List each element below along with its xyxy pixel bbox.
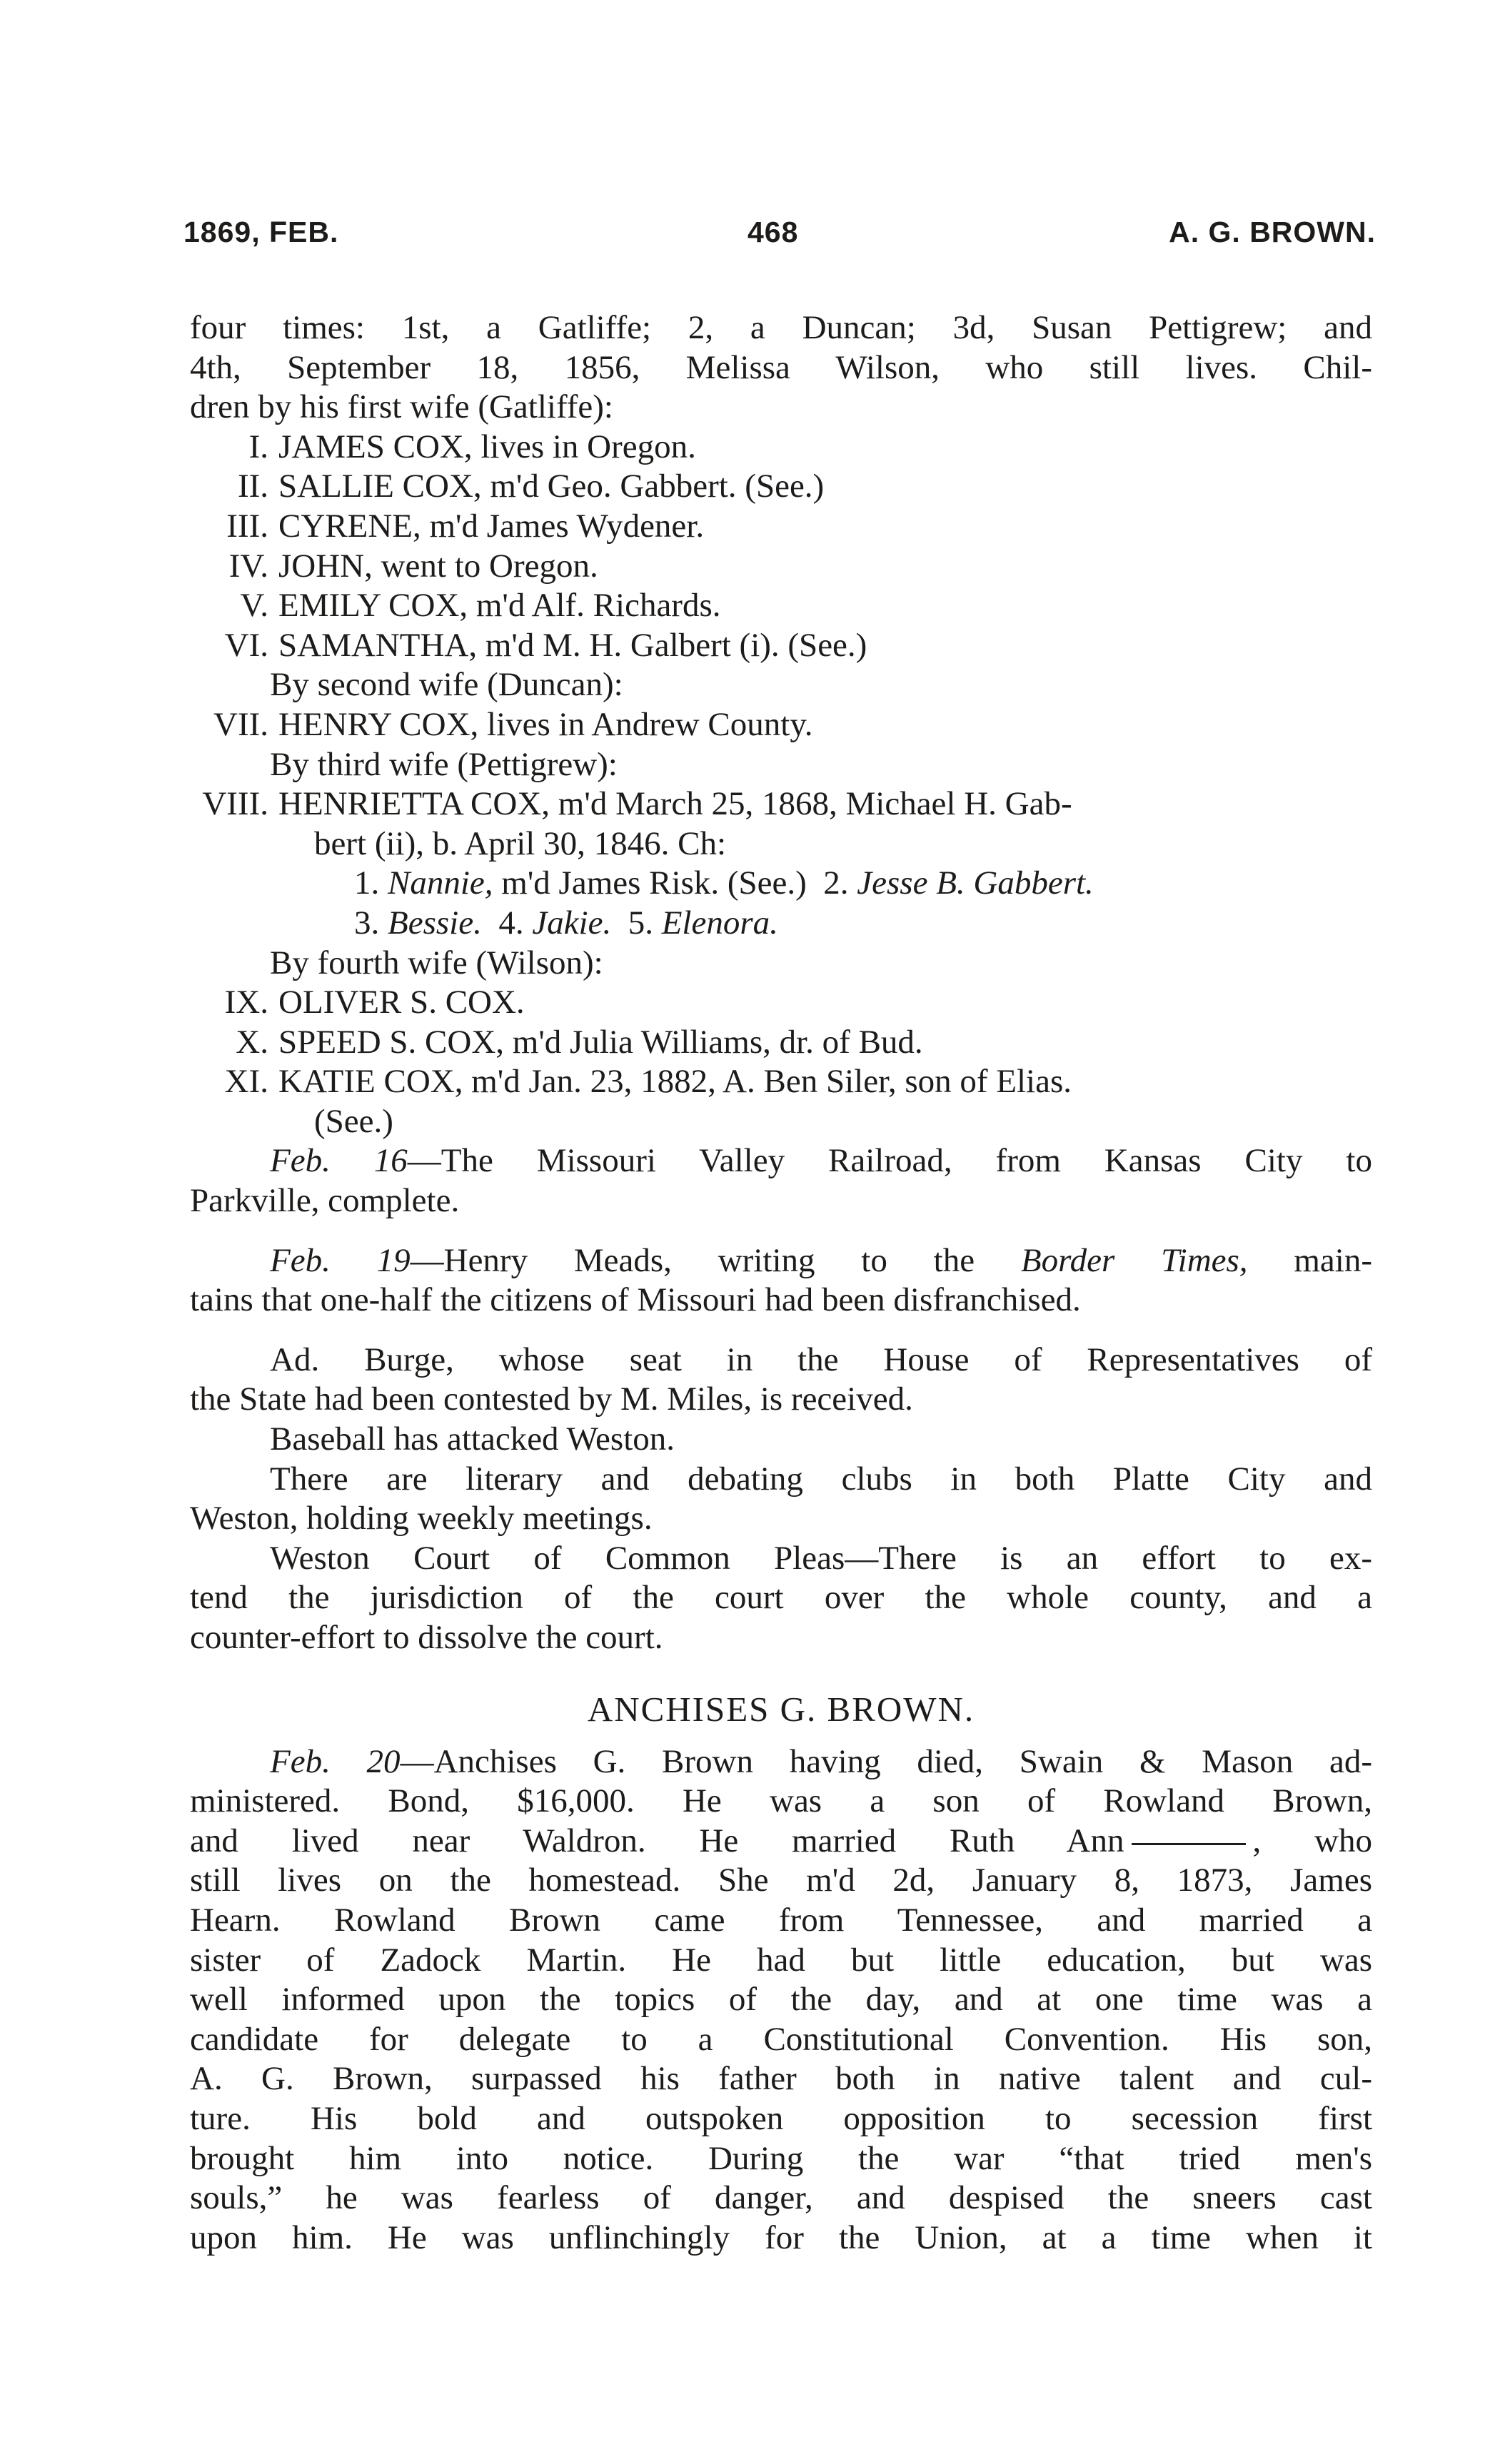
text-line: tains that one-half the citizens of Missouri had been disfranchised. (190, 1281, 1081, 1319)
child-entry (190, 428, 1372, 468)
wife-subheading: By second wife (Duncan): (270, 666, 623, 704)
header-title: A. G. BROWN. (1169, 216, 1376, 248)
child-text: SPEED S. COX, m'd Julia Williams, dr. of Bud. (278, 1023, 923, 1061)
text-line: counter-effort to dissolve the court. (190, 1619, 663, 1656)
entry-feb16 (190, 1141, 1372, 1181)
entry-text: and lived near Waldron. He married Ruth Ann (190, 1822, 1124, 1859)
text-line: There are literary and debating clubs in both Platte City and (270, 1460, 1372, 1498)
section-heading: ANCHISES G. BROWN. (587, 1689, 975, 1729)
text-line: ministered. Bond, $16,000. He was a son of Rowland Brown, (190, 1782, 1372, 1820)
entry-text: —Anchises G. Brown having died, Swain & Mason ad- (400, 1742, 1372, 1780)
child-text: HENRIETTA COX, m'd March 25, 1868, Michael H. Gab- (278, 785, 1072, 823)
child-number: I. (248, 428, 268, 465)
grandchild-name: Elenora. (661, 904, 778, 941)
child-text: HENRY COX, lives in Andrew County. (278, 705, 813, 743)
child-number: X. (236, 1023, 268, 1061)
text-line: well informed upon the topics of the day, and at one time was a (190, 1981, 1372, 2019)
entry-text: —The Missouri Valley Railroad, from Kansas City to (407, 1142, 1372, 1180)
child-text: SAMANTHA, m'd M. H. Galbert (i). (See.) (278, 626, 867, 664)
entry-text: , who (1252, 1822, 1372, 1859)
grandchildren-line (190, 864, 1372, 904)
grandchild-text: m'd James Risk. (See.) (501, 864, 807, 902)
child-text: SALLIE COX, m'd Geo. Gabbert. (See.) (278, 468, 825, 505)
text-line: A. G. Brown, surpassed his father both in native talent and cul- (190, 2060, 1372, 2098)
blank-dash (1132, 1843, 1246, 1845)
grandchildren-line (190, 904, 1372, 944)
text-line: 4th, September 18, 1856, Melissa Wilson, who still lives. Chil- (190, 348, 1372, 386)
child-number: VII. (213, 705, 268, 743)
child-number: III. (226, 507, 268, 545)
child-entry (190, 1023, 1372, 1063)
child-text: JAMES COX, lives in Oregon. (278, 428, 696, 465)
child-number: IX. (224, 984, 268, 1021)
text-line: souls,” he was fearless of danger, and despised the sneers cast (190, 2179, 1372, 2217)
entry-text: —Henry Meads, writing to the (410, 1241, 1021, 1279)
child-number: V. (240, 587, 268, 625)
child-entry (190, 1062, 1372, 1102)
child-continuation: bert (ii), b. April 30, 1846. Ch: (314, 824, 727, 862)
text-line: ture. His bold and outspoken opposition to secession first (190, 2099, 1372, 2137)
grandchild-number: 5. (628, 904, 653, 941)
child-text: JOHN, went to Oregon. (278, 547, 598, 585)
text-line: sister of Zadock Martin. He had but little education, but was (190, 1941, 1372, 1979)
text-line: Hearn. Rowland Brown came from Tennessee, and married a (190, 1901, 1372, 1939)
body-text (190, 308, 1372, 2258)
text-line: candidate for delegate to a Constitutional Convention. His son, (190, 2020, 1372, 2058)
child-number: VIII. (202, 785, 268, 823)
grandchild-name: Jesse B. Gabbert. (857, 864, 1094, 902)
child-entry (190, 467, 1372, 507)
grandchild-number: 2. (823, 864, 849, 902)
child-entry (190, 705, 1372, 745)
child-text: CYRENE, m'd James Wydener. (278, 507, 705, 545)
child-continuation: (See.) (314, 1102, 393, 1140)
wife-subheading: By fourth wife (Wilson): (270, 944, 603, 981)
grandchild-number: 1. (354, 864, 380, 902)
text-line: brought him into notice. During the war “that tried men's (190, 2139, 1372, 2177)
newspaper-title: Border Times, (1020, 1241, 1248, 1279)
text-line: the State had been contested by M. Miles, is received. (190, 1380, 913, 1418)
grandchild-number: 4. (498, 904, 524, 941)
entry-date: Feb. 20 (270, 1742, 401, 1780)
child-text: OLIVER S. COX. (278, 984, 525, 1021)
entry-text: main- (1247, 1241, 1372, 1279)
entry-feb20 (190, 1742, 1372, 1782)
header-date: 1869, FEB. (183, 216, 339, 248)
text-line: Baseball has attacked Weston. (270, 1420, 675, 1458)
entry-date: Feb. 19 (270, 1241, 411, 1279)
wife-subheading: By third wife (Pettigrew): (270, 745, 618, 783)
child-text: EMILY COX, m'd Alf. Richards. (278, 587, 721, 625)
child-entry (190, 586, 1372, 626)
child-entry (190, 626, 1372, 666)
child-number: XI. (224, 1063, 268, 1101)
grandchild-name: Bessie. (388, 904, 482, 941)
running-header (183, 216, 1376, 258)
text-line: Ad. Burge, whose seat in the House of Representatives of (270, 1340, 1372, 1378)
text-line: dren by his first wife (Gatliffe): (190, 388, 613, 426)
child-entry (190, 983, 1372, 1023)
child-entry (190, 507, 1372, 547)
child-number: II. (237, 468, 268, 505)
text-line: upon him. He was unflinchingly for the Union, at a time when it (190, 2218, 1372, 2256)
child-entry (190, 784, 1372, 824)
child-number: IV. (228, 547, 268, 585)
child-text: KATIE COX, m'd Jan. 23, 1882, A. Ben Siler, son of Elias. (278, 1063, 1072, 1101)
grandchild-name: Jakie. (532, 904, 612, 941)
text-line: Parkville, complete. (190, 1182, 460, 1220)
text-line: Weston Court of Common Pleas—There is an effort to ex- (270, 1539, 1372, 1577)
entry-date: Feb. 16 (270, 1142, 408, 1180)
text-line: still lives on the homestead. She m'd 2d, January 8, 1873, James (190, 1862, 1372, 1899)
grandchild-number: 3. (354, 904, 380, 941)
child-entry (190, 547, 1372, 587)
grandchild-name: Nannie, (388, 864, 493, 902)
text-line (190, 1822, 1372, 1862)
text-line: Weston, holding weekly meetings. (190, 1500, 653, 1538)
text-line: four times: 1st, a Gatliffe; 2, a Duncan; 3d, Susan Pettigrew; and (190, 309, 1372, 346)
entry-feb19 (190, 1241, 1372, 1281)
page-number: 468 (748, 216, 799, 248)
child-number: VI. (224, 626, 268, 664)
text-line: tend the jurisdiction of the court over the whole county, and a (190, 1579, 1372, 1617)
